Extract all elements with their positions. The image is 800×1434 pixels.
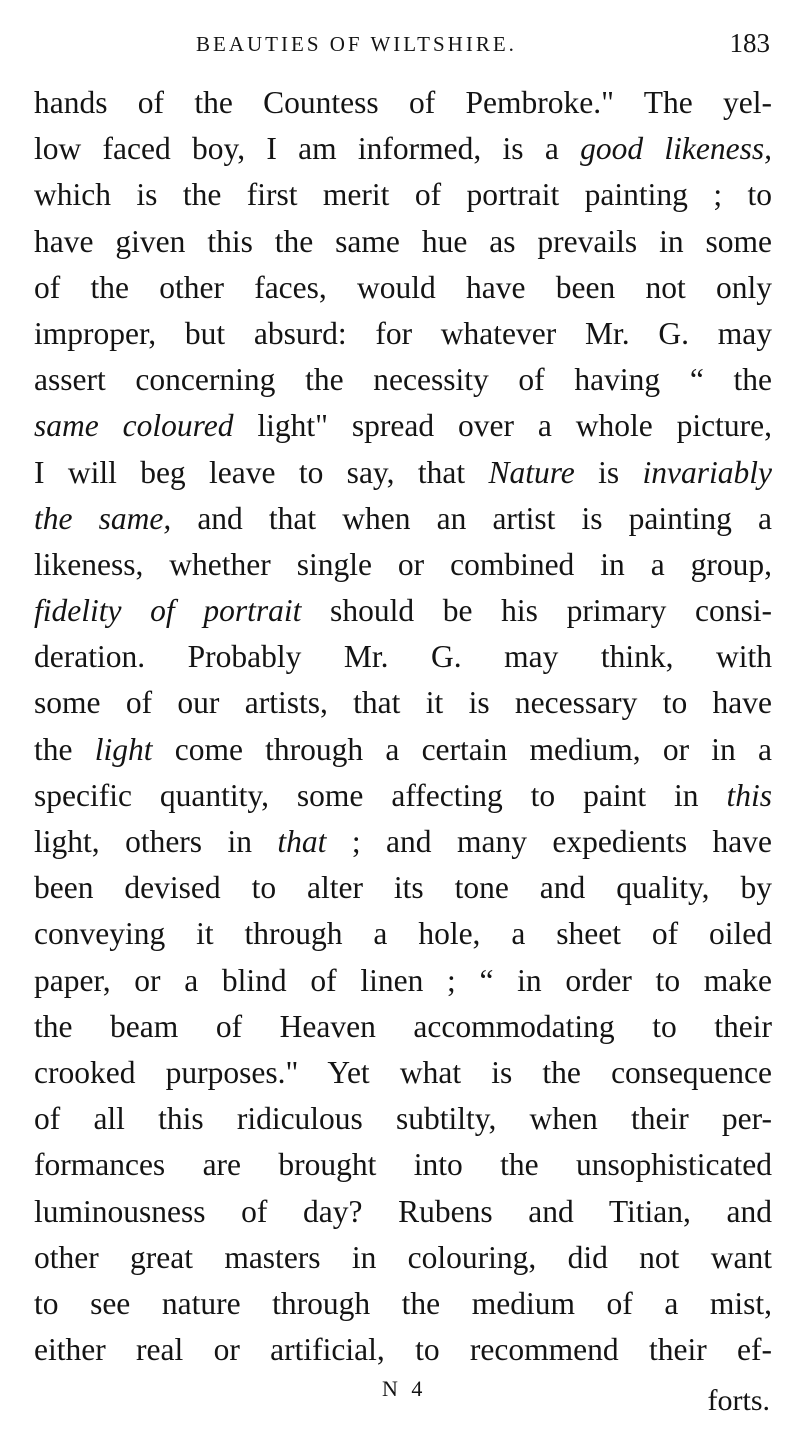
running-head [0,28,800,62]
text-segment: paper, or a blind of linen ; “ in order to make [34,962,772,998]
text-segment: ; and many expedients have [326,824,772,859]
text-line [34,773,772,819]
italic-text: good likeness, [580,131,772,167]
text-segment: hands of the Countess of Pembroke." The yel- [34,85,772,120]
text-line [34,958,772,1004]
text-line [34,1281,772,1327]
text-segment: been devised to alter its tone and quality, by [34,870,772,906]
text-line [34,357,772,403]
italic-text: fidelity of portrait [34,593,302,629]
text-segment: have given this the same hue as prevails in some [34,223,772,259]
text-segment: luminousness of day? Rubens and Titian, and [34,1193,772,1229]
text-line [34,1142,772,1188]
text-segment: low faced boy, I am informed, is a [34,131,581,167]
text-line [34,1189,772,1235]
italic-text: the same, [34,500,172,536]
italic-text: light [94,731,153,767]
text-segment: the beam of Heaven accommodating to their [34,1008,772,1044]
text-line [34,496,772,542]
body-text [34,80,772,1373]
italic-text: same coloured [34,408,234,444]
text-line [34,172,772,218]
text-line [34,126,772,172]
text-segment: to see nature through the medium of a mist, [34,1285,772,1321]
text-segment: I will beg leave to say, that [34,454,489,490]
italic-text: Nature [488,454,575,490]
text-segment: of the other faces, would have been not only [34,269,772,305]
text-line [34,634,772,680]
text-segment: light" spread over a whole picture, [233,408,772,444]
text-segment: likeness, whether single or combined in a group, [34,546,772,582]
text-line [34,1327,772,1373]
text-line [34,1096,772,1142]
signature-mark: N 4 [382,1376,427,1401]
text-segment: conveying it through a hole, a sheet of oiled [34,916,772,952]
text-line [34,819,772,865]
running-title: BEAUTIES OF WILTSHIRE. [196,32,517,56]
text-segment: is [574,454,643,490]
text-segment: light, others in [34,824,278,859]
text-segment: assert concerning the necessity of having “ the [34,362,772,398]
text-line [34,311,772,357]
text-line [34,450,772,496]
text-line [34,219,772,265]
text-segment: improper, but absurd: for whatever Mr. G. may [34,315,772,351]
text-segment: which is the first merit of portrait painting ; to [34,177,772,213]
italic-text: this [726,777,772,813]
page-number: 183 [729,28,770,58]
text-segment: some of our artists, that it is necessary to have [34,685,772,721]
text-line [34,727,772,773]
text-line [34,865,772,911]
text-segment: come through a certain medium, or in a [152,731,772,767]
text-segment: and that when an artist is painting a [171,500,772,536]
text-segment: should be his primary consi- [301,593,772,629]
text-line [34,403,772,449]
text-line [34,80,772,126]
text-line [34,680,772,726]
text-line [34,911,772,957]
text-line [34,265,772,311]
text-segment: deration. Probably Mr. G. may think, with [34,639,772,675]
text-line [34,588,772,634]
text-segment: crooked purposes." Yet what is the consequence [34,1054,772,1090]
page-footer [0,1376,800,1426]
catchword: forts. [707,1384,770,1417]
italic-text: invariably [642,454,772,490]
text-segment: formances are brought into the unsophisticated [34,1147,772,1183]
text-segment: the [34,731,95,767]
text-line [34,1235,772,1281]
text-segment: of all this ridiculous subtilty, when their per- [34,1101,772,1137]
text-line [34,1004,772,1050]
text-line [34,1050,772,1096]
italic-text: that [277,824,327,859]
text-line [34,542,772,588]
text-segment: specific quantity, some affecting to paint in [34,777,727,813]
text-segment: other great masters in colouring, did not want [34,1239,772,1275]
text-segment: either real or artificial, to recommend their ef- [34,1332,772,1368]
